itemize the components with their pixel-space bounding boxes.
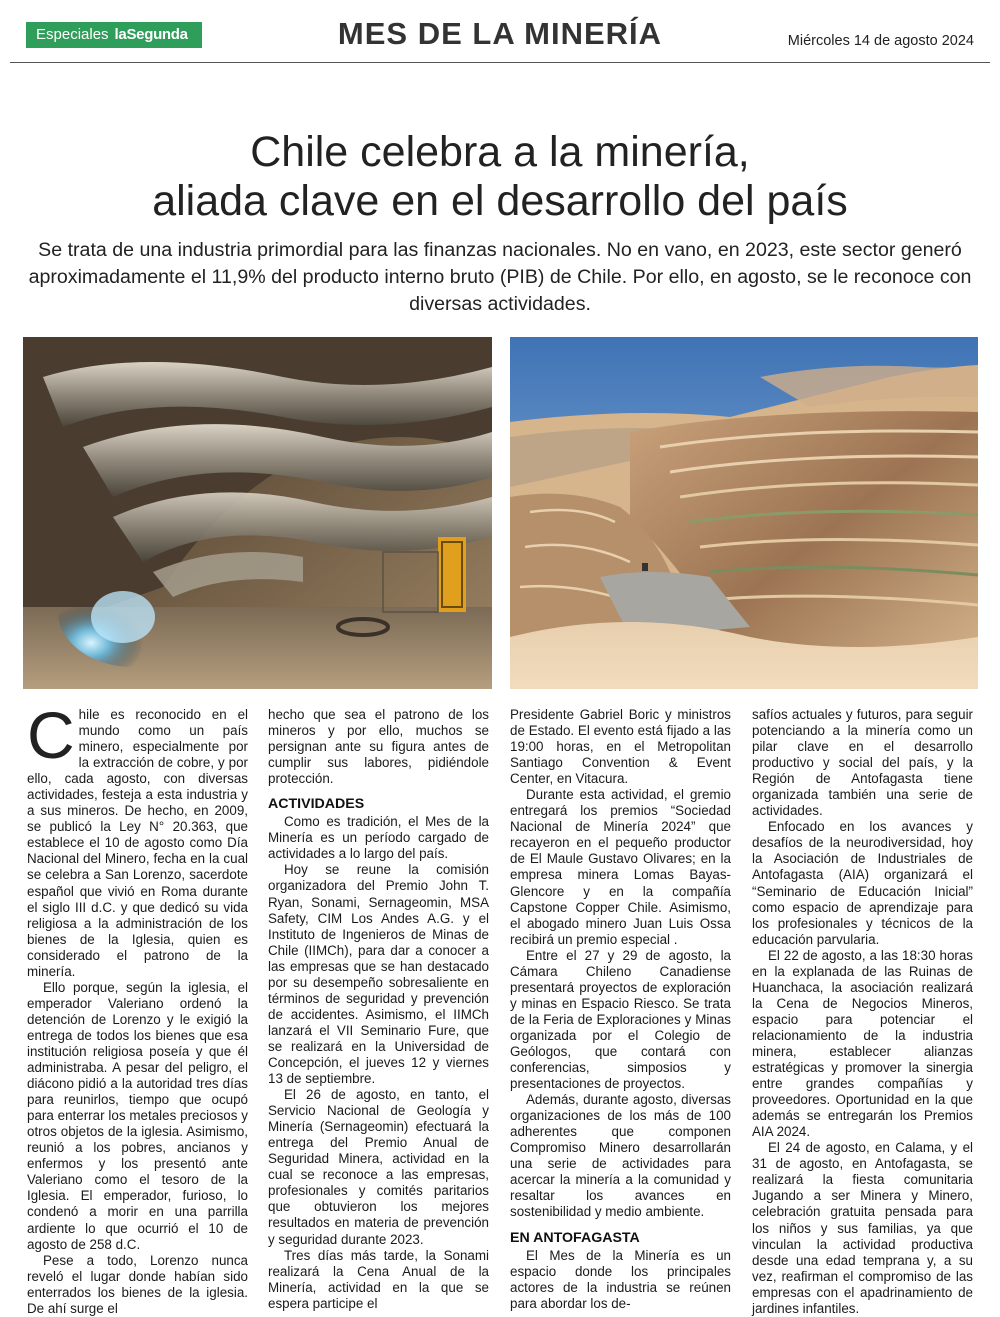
subhead-antofagasta: EN ANTOFAGASTA <box>510 1229 640 1246</box>
paragraph: El 22 de agosto, a las 18:30 horas en la explanada de las Ruinas de Huanchaca, la asociación realizará la Cena de Negocios Mineros, espacio para potenciar el relacionamiento de la industria minera, establecer alianzas estratégicas y promover la sinergia entre grandes compañías y proveedores. Oportunidad en la que además se entregarán los Premios AIA 2024. <box>752 947 973 1140</box>
paragraph: Hoy se reune la comisión organizadora del Premio John T. Ryan, Sonami, Sernageomin, MSA Safety, CIM Los Andes A.G. y el Instituto de Ingenieros de Minas de Chile (IIMCh), para dar a conocer a las empresas que se han destacado por su desempeño sobresaliente en términos de seguridad y prevención de accidentes. Asimismo, el IIMCh lanzará el VII Seminario Fure, que se realizará en la Universidad de Concepción, el jueves 12 y viernes 13 de septiembre. <box>268 862 489 1087</box>
paragraph-continued: hecho que sea el patrono de los mineros y por ello, muchos se persignan ante su figura antes de cumplir sus labores, pidiéndole protección. <box>268 707 489 787</box>
paragraph: Ello porque, según la iglesia, el emperador Valeriano ordenó la detención de Lorenzo y le exigió la entrega de todos los bienes que esa institución religiosa poseía y que él administraba. A pesar del peligro, el diácono pidió a la autoridad tres días para reunirlos, tiempo que ocupó para enterrar los metales preciosos y otros objetos de la iglesia. Asimismo, reunió a los pobres, ancianos y enfermos y los presentó ante Valeriano como el tesoro de la Iglesia. El emperador, furioso, lo condenó a morir en una parrilla ardiente lo que ocurrió el 10 de agosto de 258 d.C. <box>27 979 248 1252</box>
open-pit-photo <box>510 337 978 689</box>
body-column-1 <box>27 698 248 1317</box>
header-divider <box>10 62 990 63</box>
paragraph: El 24 de agosto, en Calama, y el 31 de agosto, en Antofagasta, se realizará la fiesta comunitaria Jugando a ser Minera y Minero, celebración gratuita pensada para los niños y sus familias, ya que vinculan la actividad productiva desde una edad temprana y, a su vez, reafirman el compromiso de las empresas con el apadrinamiento de jardines infantiles. <box>752 1140 973 1316</box>
paragraph: Durante esta actividad, el gremio entregará los premios “Sociedad Nacional de Minería 2024” que recayeron en el pequeño productor de El Maule Gustavo Olivares; en la empresa minera Lomas Bayas-Glencore y en la compañía Capstone Copper Chile. Asimismo, el abogado minero Juan Luis Ossa recibirá un premio especial . <box>510 787 731 947</box>
brand-especiales: Especiales <box>36 26 109 43</box>
subhead-actividades: ACTIVIDADES <box>268 796 365 813</box>
page-header <box>0 0 1000 64</box>
paragraph-continued: safíos actuales y futuros, para seguir potenciando a la minería como un pilar clave en el desarrollo productivo y social del país, y la Región de Antofagasta tiene organizada también una serie de actividades. <box>752 707 973 819</box>
paragraph: Pese a todo, Lorenzo nunca reveló el lugar donde habían sido enterrados los bienes de la iglesia. De ahí surge el <box>27 1252 248 1316</box>
paragraph-continued: Presidente Gabriel Boric y ministros de Estado. El evento está fijado a las 19:00 horas, en el Metropolitan Santiago Convention & Event Center, en Vitacura. <box>510 707 731 787</box>
body-column-2 <box>268 707 489 1312</box>
paragraph: Entre el 27 y 29 de agosto, la Cámara Chileno Canadiense presentará proyectos de exploración y minas en Espacio Riesco. Se trata de la Feria de Exploraciones y Minas organizada por el Colegio de Geólogos, que contará con conferencias, simposios y presentaciones de proyectos. <box>510 947 731 1092</box>
tunnel-illustration <box>23 337 492 689</box>
tunnel-photo <box>23 337 492 689</box>
drop-cap: C <box>27 698 75 772</box>
article-headline <box>40 128 960 226</box>
paragraph: El Mes de la Minería es un espacio donde los principales actores de la industria se reúnen para abordar los de- <box>510 1247 731 1311</box>
paragraph: Como es tradición, el Mes de la Minería es un período cargado de actividades a lo largo del país. <box>268 814 489 862</box>
paragraph: El 26 de agosto, en tanto, el Servicio Nacional de Geología y Minería (Sernageomin) efectuará la entrega del Premio Anual de Seguridad Minera, actividad en la cual se reconoce a las empresas, profesionales y comités paritarios que obtuvieron los mejores resultados en materia de prevención y seguridad durante 2023. <box>268 1087 489 1247</box>
article-body <box>27 698 977 1316</box>
brand-logo[interactable] <box>26 22 202 48</box>
issue-date: Miércoles 14 de agosto 2024 <box>787 33 974 49</box>
article-deck: Se trata de una industria primordial para las finanzas nacionales. No en vano, en 2023, este sector generó aproximadamente el 11,9% del producto interno bruto (PIB) de Chile. Por ello, en agosto, se le reconoce con diversas actividades. <box>28 239 972 315</box>
headline-line-1: Chile celebra a la minería, <box>250 128 750 176</box>
open-pit-illustration <box>510 337 978 689</box>
paragraph-intro <box>27 698 248 980</box>
brand-lasegunda: laSegunda <box>114 26 188 43</box>
paragraph: Enfocado en los avances y desafíos de la neurodiversidad, hoy la Asociación de Industriales de Antofagasta (AIA) organizará el “Seminario de Educación Inicial” como espacio de aprendizaje para los profesionales y técnicos de la educación parvularia. <box>752 819 973 947</box>
headline-line-2: aliada clave en el desarrollo del país <box>152 177 848 225</box>
body-column-4 <box>752 707 973 1317</box>
paragraph: Tres días más tarde, la Sonami realizará la Cena Anual de la Minería, actividad en la que se espera participe el <box>268 1247 489 1311</box>
body-column-3 <box>510 707 731 1312</box>
paragraph: Además, durante agosto, diversas organizaciones de los más de 100 adherentes que componen Compromiso Minero desarrollarán una serie de actividades para acercar la minería a la comunidad y resaltar los avances en sostenibilidad y medio ambiente. <box>510 1092 731 1220</box>
paragraph-text: hile es reconocido en el mundo como un país minero, especialmente por la extracción de cobre, y por ello, cada agosto, con diversas actividades, festeja a esta industria y a sus mineros. De hecho, en 2009, se publicó la Ley N° 20.363, que establece el 10 de agosto como Día Nacional del Minero, fecha en la cual se celebra a San Lorenzo, sacerdote español que vivió en Roma durante el siglo III d.C. y que dedicó su vida religiosa a la administración de los bienes de la Iglesia, quien es considerado el patrono de la minería. <box>27 707 248 979</box>
section-title: MES DE LA MINERÍA <box>337 16 663 51</box>
